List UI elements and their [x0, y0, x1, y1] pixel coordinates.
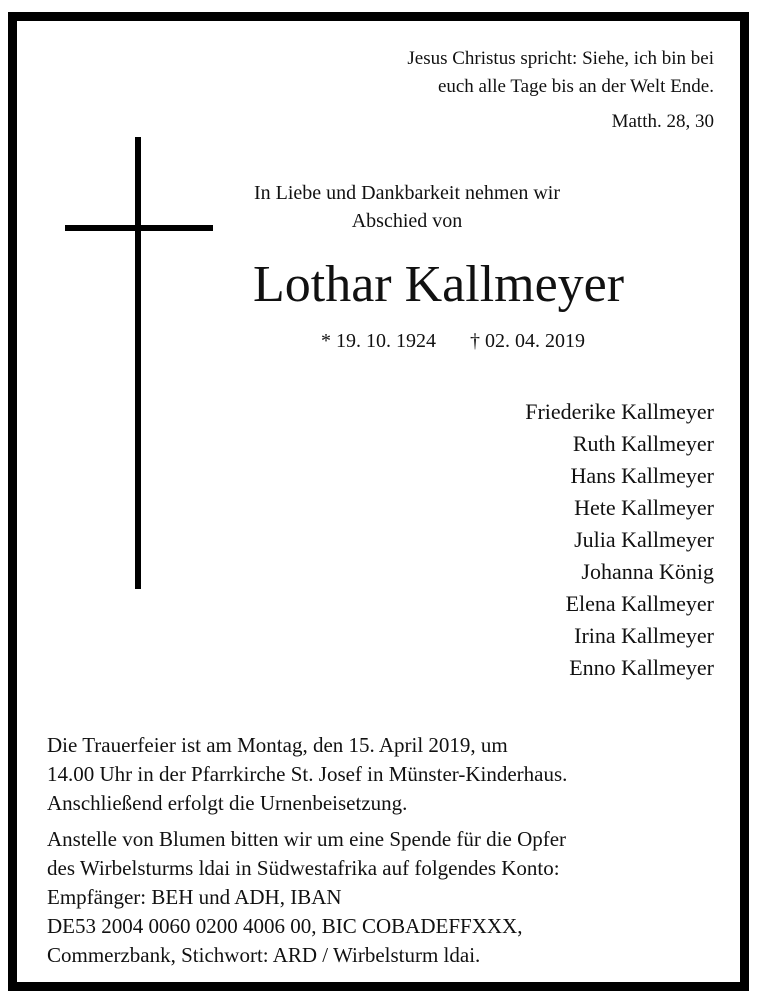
deceased-name: Lothar Kallmeyer: [253, 256, 625, 313]
obituary-frame: [8, 12, 749, 991]
farewell-intro-line: Abschied von: [351, 210, 463, 232]
donation-notice: [47, 825, 727, 970]
funeral-notice-line: 14.00 Uhr in der Pfarrkirche St. Josef in Münster-Kinderhaus.: [47, 762, 568, 786]
death-date: † 02. 04. 2019: [470, 330, 585, 352]
mourner-name: Julia Kallmeyer: [574, 527, 714, 552]
donation-notice-line: Commerzbank, Stichwort: ARD / Wirbelsturm ldai.: [47, 943, 481, 967]
mourner-name: Ruth Kallmeyer: [572, 431, 714, 456]
bank-details-line: DE53 2004 0060 0200 4006 00, BIC COBADEFFXXX,: [47, 914, 523, 938]
life-dates: [321, 327, 585, 355]
bible-verse: [294, 45, 714, 101]
farewell-intro: [217, 179, 597, 235]
donation-notice-line: Empfänger: BEH und ADH, IBAN: [47, 885, 342, 909]
funeral-notice-line: Die Trauerfeier ist am Montag, den 15. April 2019, um: [47, 733, 508, 757]
farewell-intro-line: In Liebe und Dankbarkeit nehmen wir: [253, 182, 560, 204]
funeral-notice-line: Anschließend erfolgt die Urnenbeisetzung.: [47, 791, 408, 815]
funeral-notice: [47, 731, 727, 818]
cross-vertical-bar: [135, 137, 141, 589]
donation-notice-line: Anstelle von Blumen bitten wir um eine Spende für die Opfer: [47, 827, 567, 851]
mourners-list: [525, 396, 714, 684]
cross-horizontal-bar: [65, 225, 213, 231]
mourner-name: Hans Kallmeyer: [570, 463, 714, 488]
bible-verse-line: Jesus Christus spricht: Siehe, ich bin bei: [407, 48, 714, 69]
mourner-name: Elena Kallmeyer: [565, 591, 714, 616]
birth-date: * 19. 10. 1924: [321, 330, 436, 352]
mourner-name: Hete Kallmeyer: [574, 495, 714, 520]
mourner-name: Friederike Kallmeyer: [525, 399, 714, 424]
donation-notice-line: des Wirbelsturms ldai in Südwestafrika auf folgendes Konto:: [47, 856, 560, 880]
bible-verse-line: euch alle Tage bis an der Welt Ende.: [437, 76, 714, 97]
mourner-name: Johanna König: [581, 559, 714, 584]
bible-verse-reference: Matth. 28, 30: [611, 111, 714, 132]
mourner-name: Enno Kallmeyer: [569, 655, 714, 680]
mourner-name: Irina Kallmeyer: [574, 623, 714, 648]
